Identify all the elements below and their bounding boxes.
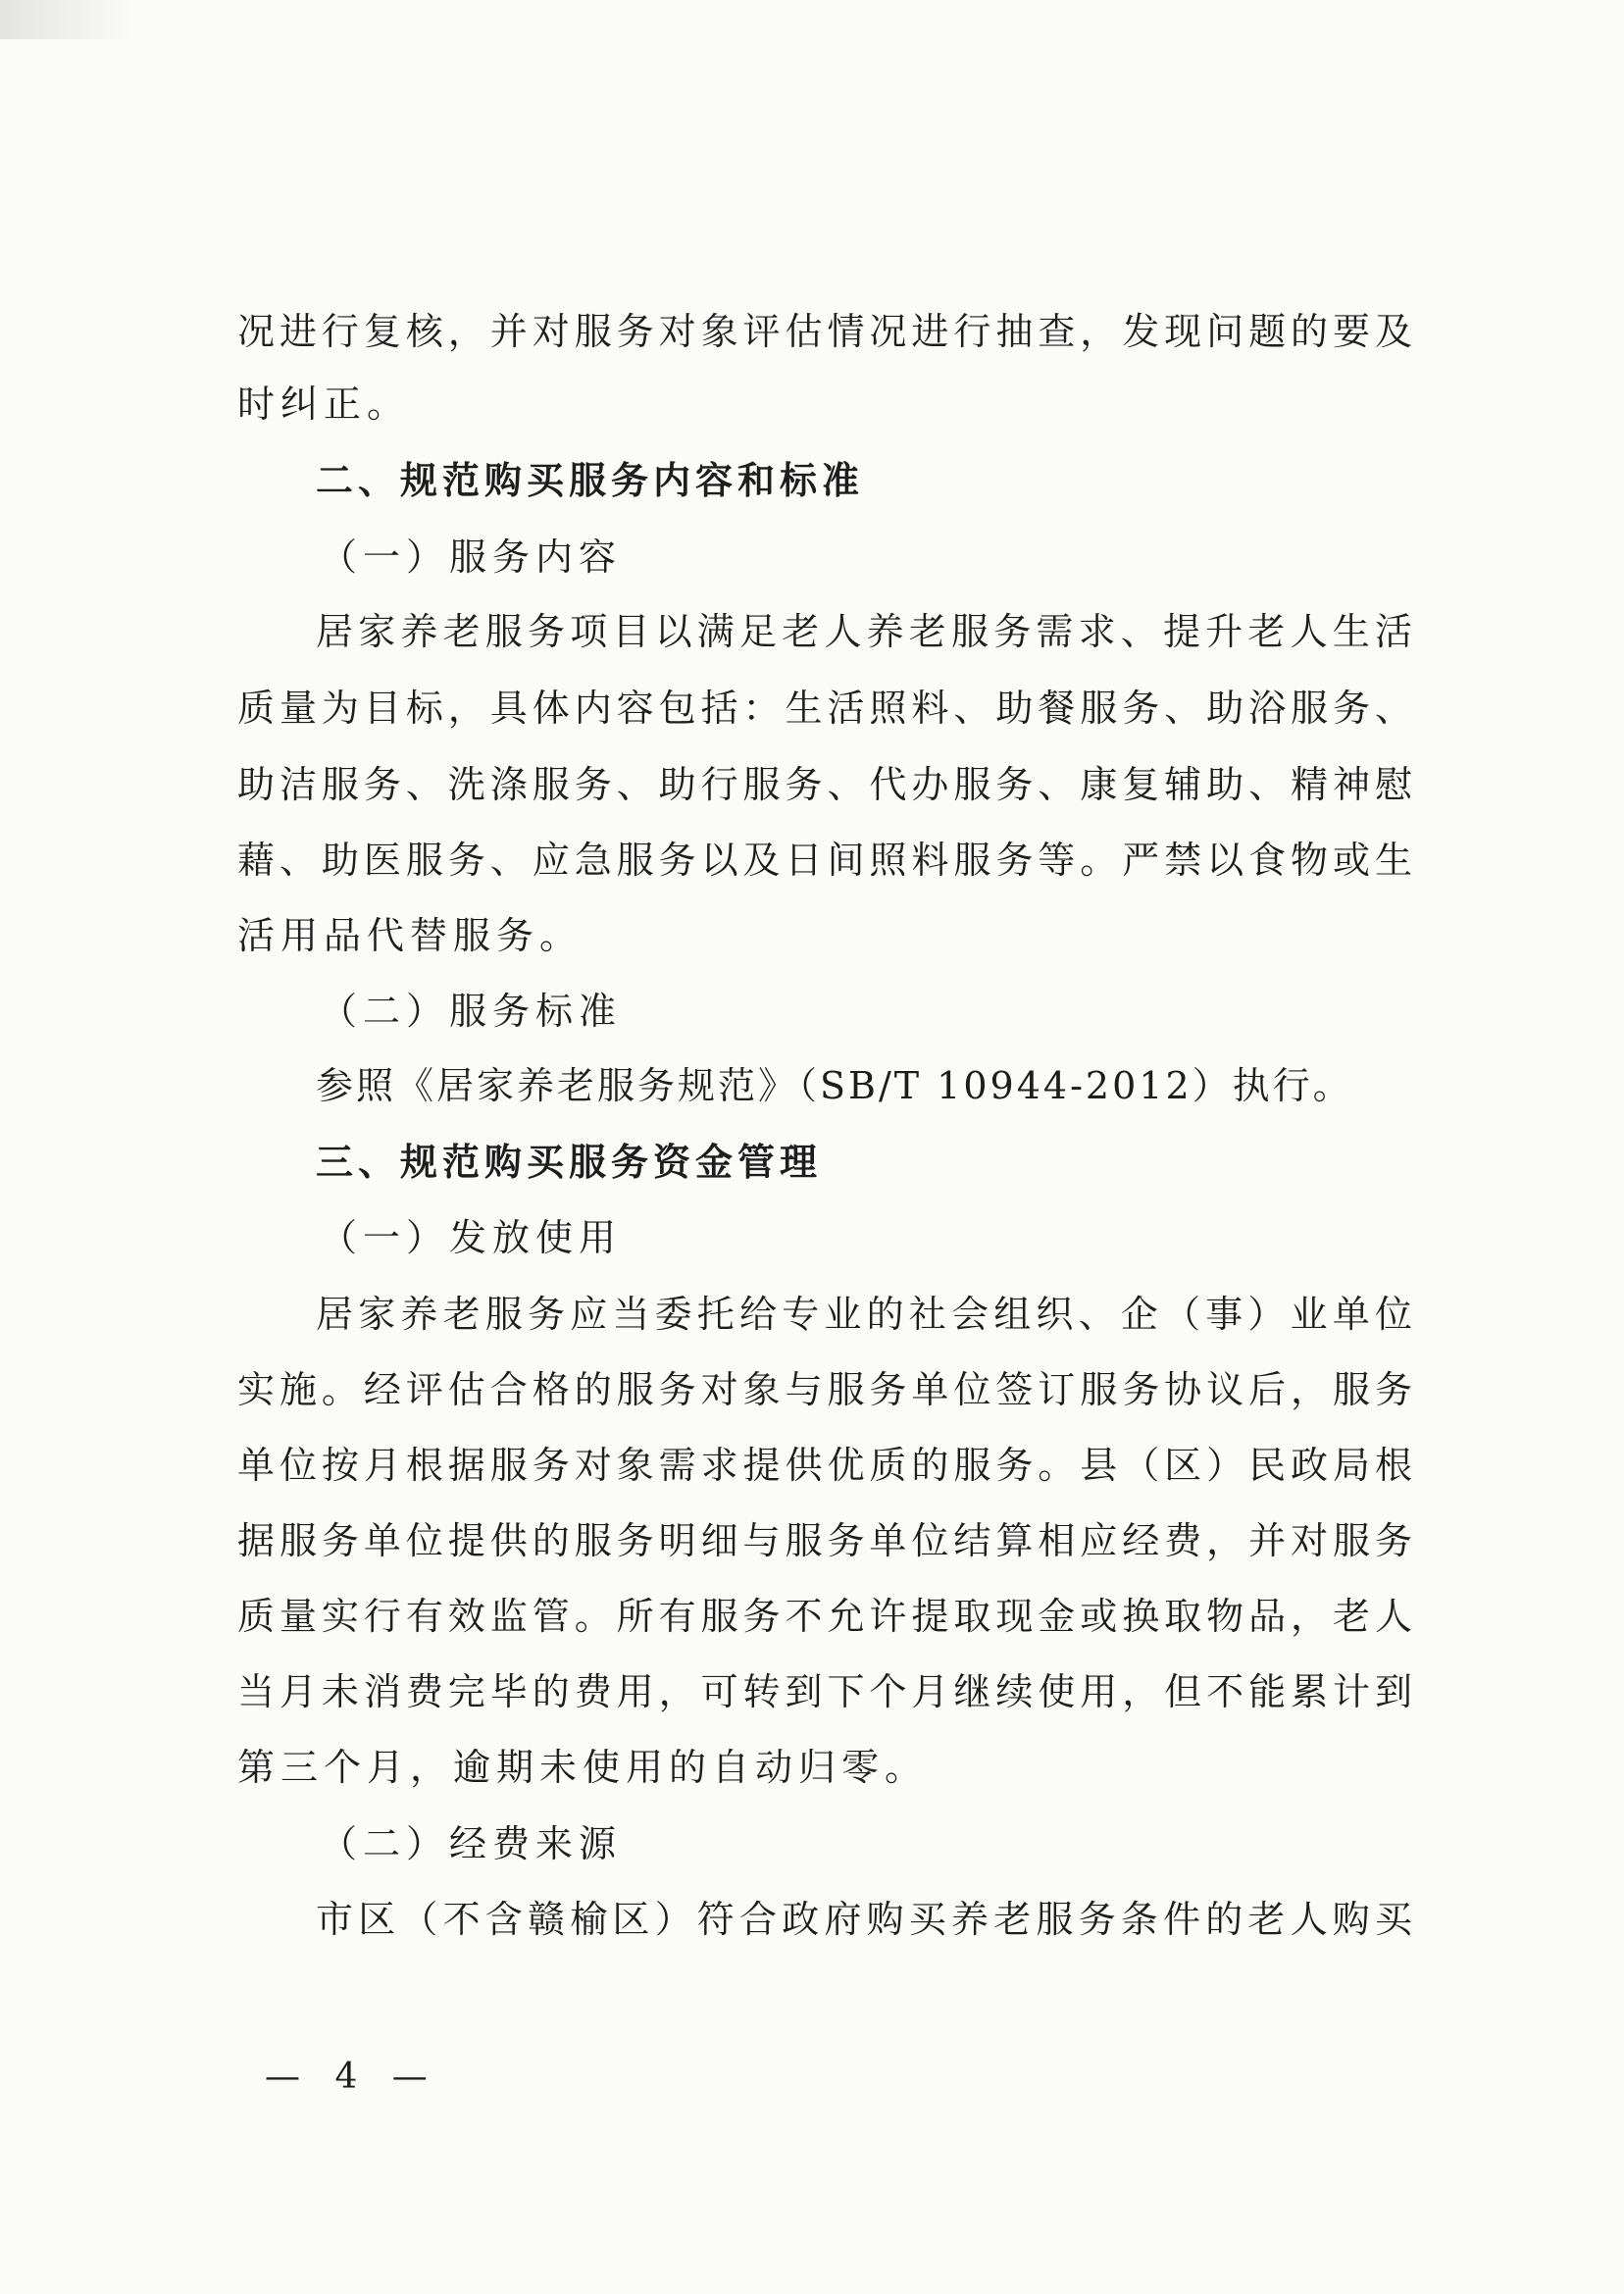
- paragraph-line: 第三个月，逾期未使用的自动归零。: [237, 1746, 929, 1789]
- section-heading-2: 二、规范购买服务内容和标准: [316, 459, 865, 502]
- paragraph-line: 助洁服务、洗涤服务、助行服务、代办服务、康复辅助、精神慰: [237, 763, 1412, 806]
- page-number: — 4 —: [265, 2057, 439, 2097]
- paragraph-line: 实施。经评估合格的服务对象与服务单位签订服务协议后，服务: [237, 1368, 1412, 1411]
- paragraph-line: 据服务单位提供的服务明细与服务单位结算相应经费，并对服务: [237, 1519, 1412, 1562]
- paragraph-line: 当月未消费完毕的费用，可转到下个月继续使用，但不能累计到: [237, 1670, 1412, 1713]
- paragraph-line: 市区（不含赣榆区）符合政府购买养老服务条件的老人购买: [316, 1898, 1412, 1941]
- subheading-distribution: （一）发放使用: [320, 1216, 623, 1259]
- paragraph-line: 质量实行有效监管。所有服务不允许提取现金或换取物品，老人: [237, 1595, 1412, 1638]
- subheading-service-content: （一）服务内容: [320, 535, 623, 579]
- paragraph-line: 参照《居家养老服务规范》（SB/T 10944-2012）执行。: [316, 1064, 1353, 1107]
- paragraph-line: 单位按月根据服务对象需求提供优质的服务。县（区）民政局根: [237, 1444, 1412, 1487]
- subheading-funding-source: （二）经费来源: [320, 1822, 623, 1865]
- paragraph-line: 况进行复核，并对服务对象评估情况进行抽查，发现问题的要及: [237, 310, 1412, 353]
- paragraph-line: 质量为目标，具体内容包括：生活照料、助餐服务、助浴服务、: [237, 687, 1412, 730]
- scan-edge-shadow: [0, 0, 137, 39]
- subheading-service-standard: （二）服务标准: [320, 990, 623, 1033]
- paragraph-line: 时纠正。: [237, 382, 411, 426]
- section-heading-3: 三、规范购买服务资金管理: [316, 1141, 823, 1184]
- paragraph-line: 藉、助医服务、应急服务以及日间照料服务等。严禁以食物或生: [237, 839, 1412, 882]
- paragraph-line: 居家养老服务应当委托给专业的社会组织、企（事）业单位: [316, 1293, 1412, 1336]
- paragraph-line: 居家养老服务项目以满足老人养老服务需求、提升老人生活: [316, 610, 1412, 653]
- paragraph-line: 活用品代替服务。: [237, 914, 584, 957]
